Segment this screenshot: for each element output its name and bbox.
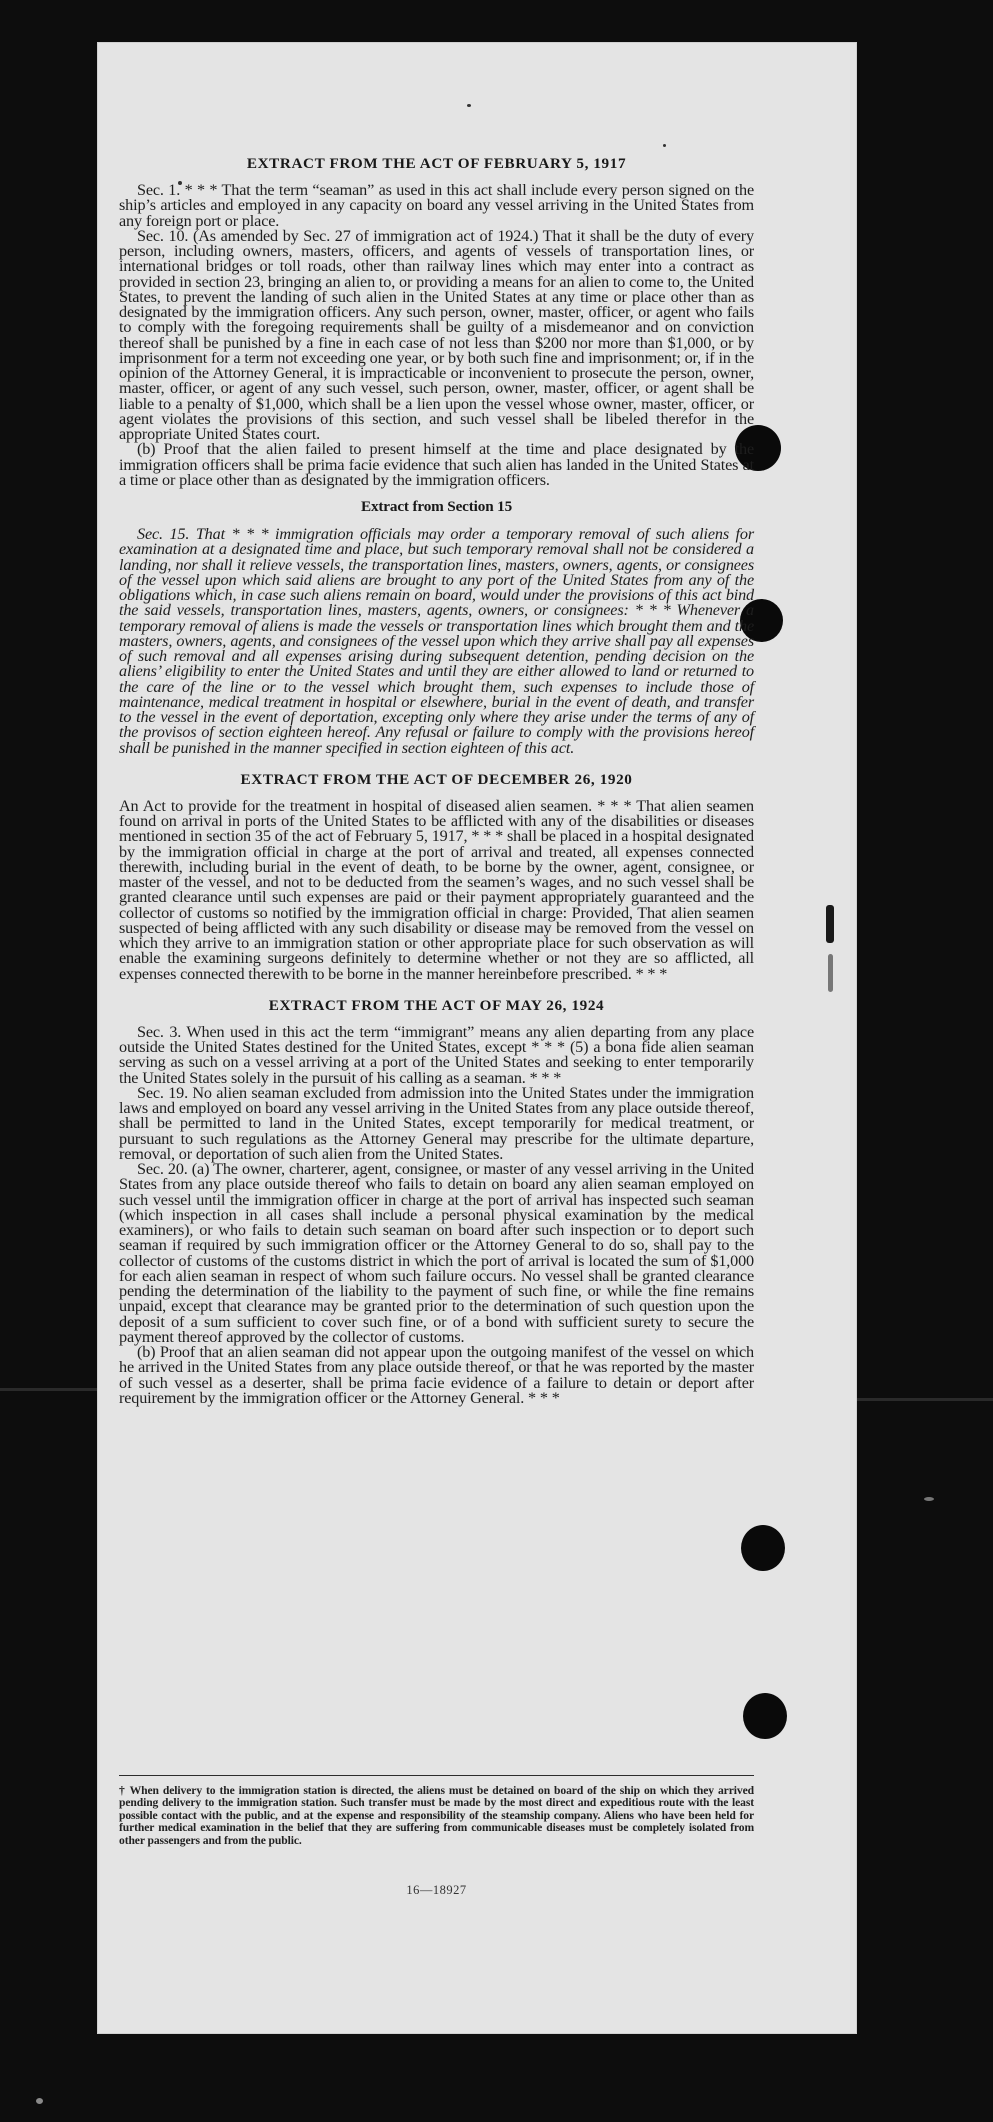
paper-speck (467, 104, 471, 107)
section-heading: EXTRACT FROM THE ACT OF MAY 26, 1924 (268, 996, 605, 1014)
form-number: 16—18927 (406, 1883, 467, 1897)
footnote-divider (119, 1775, 754, 1776)
paper-speck (36, 2098, 43, 2104)
scanner-edge-right (857, 1398, 993, 1401)
paragraph: (b) Proof that the alien failed to present himself at the time and place designated by the immigration officers shall be prima facie evidence that such alien has landed in the United States at a time or place other than as designated by the immigration officers. (119, 440, 754, 489)
paragraph: An Act to provide for the treatment in hospital of diseased alien seamen. * * * That alien seamen found on arrival in ports of the United States to be afflicted with any of the disabilities or diseases mentioned in section 35 of the act of February 5, 1917, * * * shall be placed in a hospital designated by the immigration official in charge at the port of arrival and treated, all expenses connected therewith, including burial in the event of death, to be borne by the owner, agent, consignee, or master of the vessel, and not to be deducted from the seamen’s wages, and no such vessel shall be granted clearance until such expenses are paid or their payment appropriately guaranteed and the collector of customs so notified by the immigration official in charge: Provided, That alien seamen suspected of being afflicted with any such disability or disease may be removed from the vessel on which they arrive to an immigration station or other appropriate place for such observation as will enable the examining surgeons definitely to determine whether or not they are so afflicted, all expenses connected therewith to be borne in the manner hereinbefore prescribed. * * * (119, 796, 754, 983)
paragraph: Sec. 15. That * * * immigration officials may order a temporary removal of such aliens for examination at a designated time and place, but such temporary removal shall not be considered a landing, nor shall it relieve vessels, the transportation lines, masters, owners, agents, or consignees of the vessel upon which said aliens are brought to any port of the United States from any of the obligations which, in case such aliens remain on board, would under the provisions of this act bind the said vessels, transportation lines, masters, agents, owners, or consignees: * * * Whenever a temporary removal of aliens is made the vessels or transportation lines which brought them and the masters, owners, agents, and consignees of the vessel upon which they arrive shall pay all expenses of such removal and all expenses arising during subsequent detention, pending decision on the aliens’ eligibility to enter the United States and until they are either allowed to land or returned to the care of the line or to the vessel which brought them, such expenses to include those of maintenance, medical treatment in hospital or elsewhere, burial in the event of death, and transfer to the vessel in the event of deportation, excepting only where they arise under the terms of any of the provisos of section eighteen hereof. Any refusal or failure to comply with the provisions hereof shall be punished in the manner specified in section eighteen of this act. (119, 525, 754, 757)
paragraph: Sec. 3. When used in this act the term “immigrant” means any alien departing from any place outside the United States destined for the United States, except * * * (5) a bona fide alien seaman serving as such on a vessel arriving at a port of the United States and seeking to enter temporarily the United States solely in the pursuit of his calling as a seaman. * * * (119, 1022, 754, 1087)
paragraph: Sec. 10. (As amended by Sec. 27 of immigration act of 1924.) That it shall be the duty of every person, including owners, masters, officers, and agents of vessels of transportation lines, or international bridges or toll roads, other than railway lines which may enter into a contract as provided in section 23, bringing an alien to, or providing a means for an alien to come to, the United States, to prevent the landing of such alien in the United States at any time or place other than as designated by the immigration officers. Any such person, owner, master, officer, or agent who fails to comply with the foregoing requirements shall be guilty of a misdemeanor and on conviction thereof shall be punished by a fine in each case of not less than $200 nor more than $1,000, or by imprisonment for a term not exceeding one year, or by both such fine and imprisonment; or, if in the opinion of the Attorney General, it is impracticable or inconvenient to prosecute the person, owner, master, officer, or agent of any such vessel, such person, owner, master, officer, or agent shall be liable to a penalty of $1,000, which shall be a lien upon the vessel whose owner, master, officer, or agent violates the provisions of this section, and such vessel shall be libeled therefor in the appropriate United States court. (119, 226, 754, 443)
paragraph: Sec. 19. No alien seaman excluded from admission into the United States under the immigration laws and employed on board any vessel arriving in the United States from any place outside thereof, shall be permitted to land in the United States, except temporarily for medical treatment, or pursuant to such regulations as the Attorney General may prescribe for the ultimate departure, removal, or deportation of such alien from the United States. (119, 1083, 754, 1163)
staple-mark (828, 954, 833, 992)
section-heading: EXTRACT FROM THE ACT OF DECEMBER 26, 1920 (240, 770, 633, 788)
paragraph: (b) Proof that an alien seaman did not appear upon the outgoing manifest of the vessel on which he arrived in the United States from any place outside thereof, or that he was reported by the master of such vessel as a deserter, shall be prima facie evidence of a failure to detain or deport after requirement by the immigration officer or the Attorney General. * * * (119, 1343, 754, 1407)
document-body (119, 154, 754, 1406)
scanner-edge-left (0, 1388, 97, 1391)
footnote: † When delivery to the immigration station is directed, the aliens must be detained on board of the ship on which they arrived pending delivery to the immigration station. Such transfer must be made by the most direct and expeditious route with the least possible contact with the public, and at the expense and responsibility of the steamship company. Aliens who have been held for further medical examination in the belief that they are suffering from communicable diseases must be completely isolated from other passengers and from the public. (119, 1784, 754, 1847)
paragraph: Sec. 20. (a) The owner, charterer, agent, consignee, or master of any vessel arriving in the United States from any place outside thereof who fails to detain on board any alien seaman employed on such vessel until the immigration officer in charge at the port of arrival has inspected such seaman (which inspection in all cases shall include a personal physical examination by the medical examiners), or who fails to detain such seaman on board after such inspection or to deport such seaman if required by such immigration officer or the Attorney General to do so, shall pay to the collector of customs of the customs district in which the port of arrival is located the sum of $1,000 for each alien seaman in respect of whom such failure occurs. No vessel shall be granted clearance pending the determination of the liability to the payment of such fine, or while the fine remains unpaid, except that clearance may be granted prior to the determination of such question upon the deposit of a sum sufficient to cover such fine, or of a bond with sufficient surety to secure the payment thereof approved by the collector of customs. (119, 1160, 754, 1346)
paragraph: Sec. 1. * * * That the term “seaman” as used in this act shall include every person signed on the ship’s articles and employed in any capacity on board any vessel arriving in the United States from any foreign port or place. (119, 181, 754, 230)
paper-speck (663, 144, 666, 147)
paper-speck (924, 1497, 934, 1501)
section-heading: EXTRACT FROM THE ACT OF FEBRUARY 5, 1917 (246, 155, 627, 172)
section-subheading: Extract from Section 15 (360, 498, 513, 515)
punch-hole (743, 1693, 787, 1739)
staple-mark (826, 905, 834, 943)
punch-hole (741, 1525, 785, 1571)
